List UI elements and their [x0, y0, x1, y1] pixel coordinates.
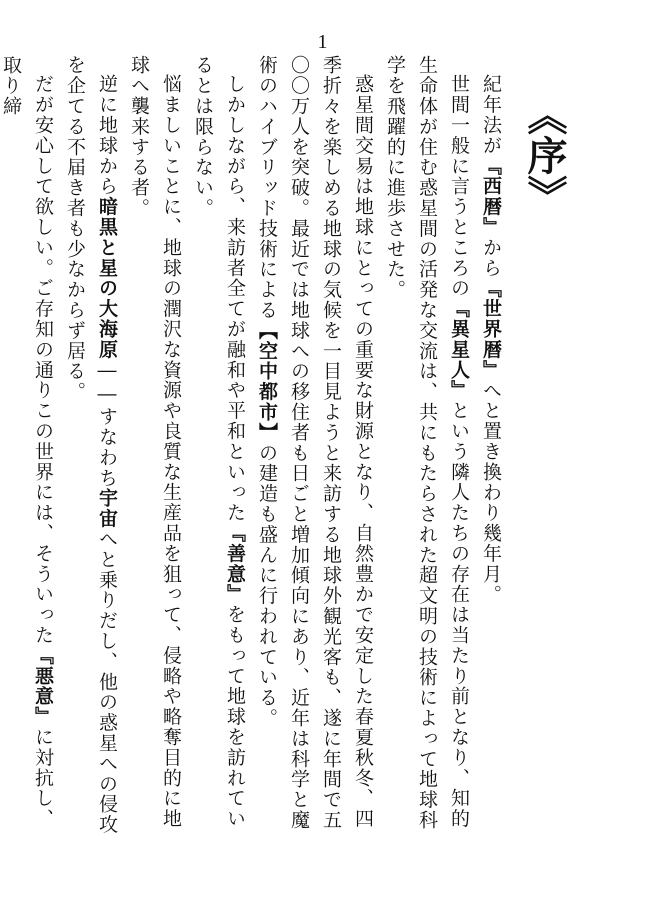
- text-segment: へと乗りだし、他の惑星への侵攻を企てる不届き者も少なからず居る。: [64, 55, 118, 835]
- vertical-text-body: [0, 55, 507, 845]
- text-segment: 逆に地球から: [96, 74, 118, 197]
- text-segment: 世間一般に言うところの: [448, 74, 470, 299]
- text-segment: 紀年法が: [480, 74, 502, 156]
- text-segment: をもって地球を訪れているとは限らない。: [192, 55, 246, 829]
- page-number: 1: [317, 31, 328, 53]
- text-segment: に対抗し、取り締: [0, 55, 54, 829]
- paragraph: [379, 55, 475, 845]
- emphasized-term: 『悪意』: [32, 645, 54, 727]
- text-segment: へと置き換わり幾年月。: [480, 380, 502, 605]
- emphasized-term: 宇宙: [96, 488, 118, 529]
- text-segment: から: [480, 237, 502, 279]
- emphasized-term: 『西暦』: [480, 155, 502, 238]
- emphasized-term: 『世界暦』: [480, 278, 502, 381]
- text-segment: 惑星間交易は地球にとっての重要な財源となり、自然豊かで安定した春夏秋冬、四季折々を楽しめる地球の気候を一目見ようと来訪する地球外観光客も、遂に年間で五〇〇万人を突破。最近では地球への移住者も日ごと増加傾向にあり、近年は科学と魔術のハイブリッド技術による: [256, 55, 374, 831]
- text-segment: ――すなわち: [96, 359, 118, 489]
- text-segment: しかしながら、来訪者全てが融和や平和といった: [224, 74, 246, 523]
- paragraph: [475, 55, 507, 845]
- paragraph: [0, 55, 59, 845]
- emphasized-term: 暗黒と星の大海原: [96, 196, 118, 360]
- text-segment: という隣人たちの存在は当たり前となり、知的生命体が住む惑星間の活発な交流は、共にもたらされた超文明の技術によって地球科学を飛躍的に進歩させた。: [384, 55, 470, 831]
- text-segment: 悩ましいことに、地球の潤沢な資源や良質な生産品を狙って、侵略や略奪目的に地球へ襲来する者。: [128, 55, 182, 829]
- emphasized-term: 『異星人』: [448, 298, 470, 401]
- emphasized-term: 【空中都市】: [256, 320, 278, 443]
- paragraph: [59, 55, 123, 845]
- text-segment: の建造も盛んに行われている。: [256, 442, 278, 729]
- emphasized-term: 『善意』: [224, 522, 246, 605]
- chapter-title: 《序》: [521, 95, 568, 215]
- paragraph: [187, 55, 251, 845]
- paragraph: [123, 55, 187, 845]
- text-segment: だが安心して欲しい。ご存知の通りこの世界には、そういった: [32, 74, 54, 646]
- paragraph: [251, 55, 379, 845]
